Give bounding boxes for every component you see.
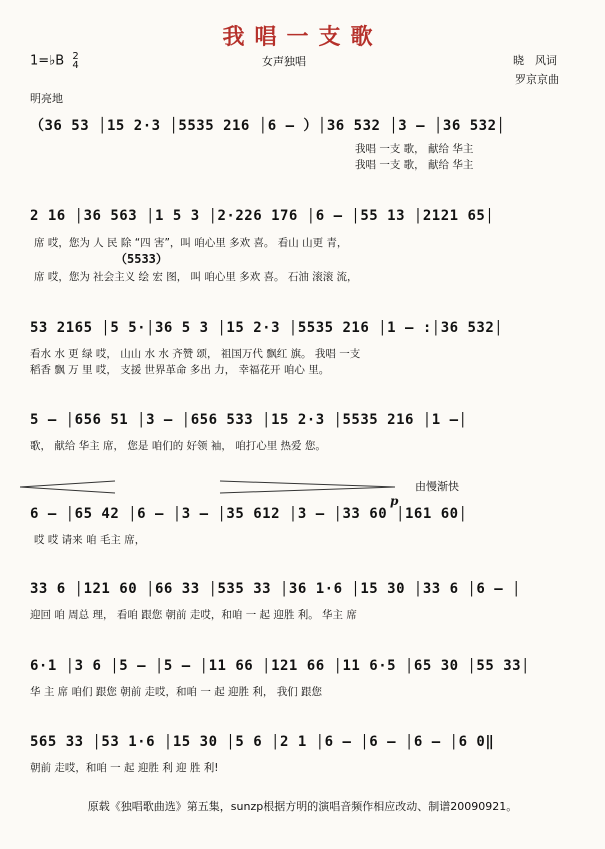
performance-type: 女声独唱 [262, 55, 306, 68]
notation-row-2: 2 16 │36 563 │1 5 3 │2·226 176 │6 – │55 13 │2121 65│ [30, 208, 495, 224]
lyric-line-2b: 席 哎，您为 社会主义 绘 宏 图， 叫 咱心里 多欢 喜。 石油 滚滚 流， [34, 271, 358, 283]
lyric-line-3a: 看水 水 更 绿 哎， 山山 水 水 齐赞 颂， 祖国万代 飘红 旗。 我唱 一支 [30, 348, 361, 360]
lyric-line-4: 歌， 献给 华主 席， 您是 咱们的 好领 袖， 咱打心里 热爱 您。 [30, 440, 326, 452]
key-label: 1=♭B [30, 53, 65, 69]
lyric-line-2a: 席 哎，您为 人 民 除 “四 害”，叫 咱心里 多欢 喜。 看山 山更 青， [34, 237, 348, 249]
notation-row-7: 6·1 │3 6 │5 – │5 – │11 66 │121 66 │11 6·5 │65 30 │55 33│ [30, 658, 531, 674]
notation-row-5: 6 – │65 42 │6 – │3 – │35 612 │3 – │33 60 │161 60│ [30, 506, 468, 522]
source-footnote: 原载《独唱歌曲选》第五集，sunzp根据方明的演唱音频作相应改动、制谱20090921。 [87, 800, 518, 813]
dynamic-piano: p [390, 494, 399, 508]
notation-row-6: 33 6 │121 60 │66 33 │535 33 │36 1·6 │15 30 │33 6 │6 – │ [30, 581, 522, 597]
lyricist-credit: 晓 风词 [513, 54, 557, 67]
lyric-line-6: 迎回 咱 周总 理， 看咱 跟您 朝前 走哎，和咱 一 起 迎胜 利。 华主 席 [30, 609, 357, 621]
notation-row-3: 53 2165 │5 5·│36 5 3 │15 2·3 │5535 216 │1 – :│36 532│ [30, 320, 504, 336]
key-signature [30, 52, 79, 70]
tempo-change: 由慢渐快 [415, 480, 459, 493]
lyric-line-3b: 稻香 飘 万 里 哎， 支援 世界革命 多出 力， 幸福花开 咱心 里。 [30, 364, 330, 376]
time-signature [72, 52, 78, 70]
tempo-marking: 明亮地 [30, 92, 63, 105]
notation-row-8: 565 33 │53 1·6 │15 30 │5 6 │2 1 │6 – │6 – │6 – │6 0‖ [30, 734, 495, 750]
lyric-line-1b: 我唱 一支 歌， 献给 华主 [355, 159, 474, 171]
song-title: 我唱一支歌 [222, 24, 383, 50]
crescendo-hairpins [20, 478, 400, 496]
lyric-alt-notes: （5533） [115, 252, 168, 266]
lyric-line-1a: 我唱 一支 歌， 献给 华主 [355, 143, 474, 155]
time-top: 2 [72, 51, 79, 62]
lyric-line-8: 朝前 走哎，和咱 一 起 迎胜 利 迎 胜 利! [30, 762, 219, 774]
lyric-line-5: 哎 哎 请来 咱 毛主 席， [34, 534, 146, 546]
lyric-line-7: 华 主 席 咱们 跟您 朝前 走哎，和咱 一 起 迎胜 利， 我们 跟您 [30, 686, 323, 698]
composer-credit: 罗京京曲 [515, 73, 559, 86]
notation-row-4: 5 – │656 51 │3 – │656 533 │15 2·3 │5535 216 │1 –│ [30, 412, 468, 428]
notation-row-1: （36 53 │15 2·3 │5535 216 │6 – ）│36 532 │3 – │36 532│ [30, 118, 506, 134]
time-bottom: 4 [72, 60, 79, 71]
